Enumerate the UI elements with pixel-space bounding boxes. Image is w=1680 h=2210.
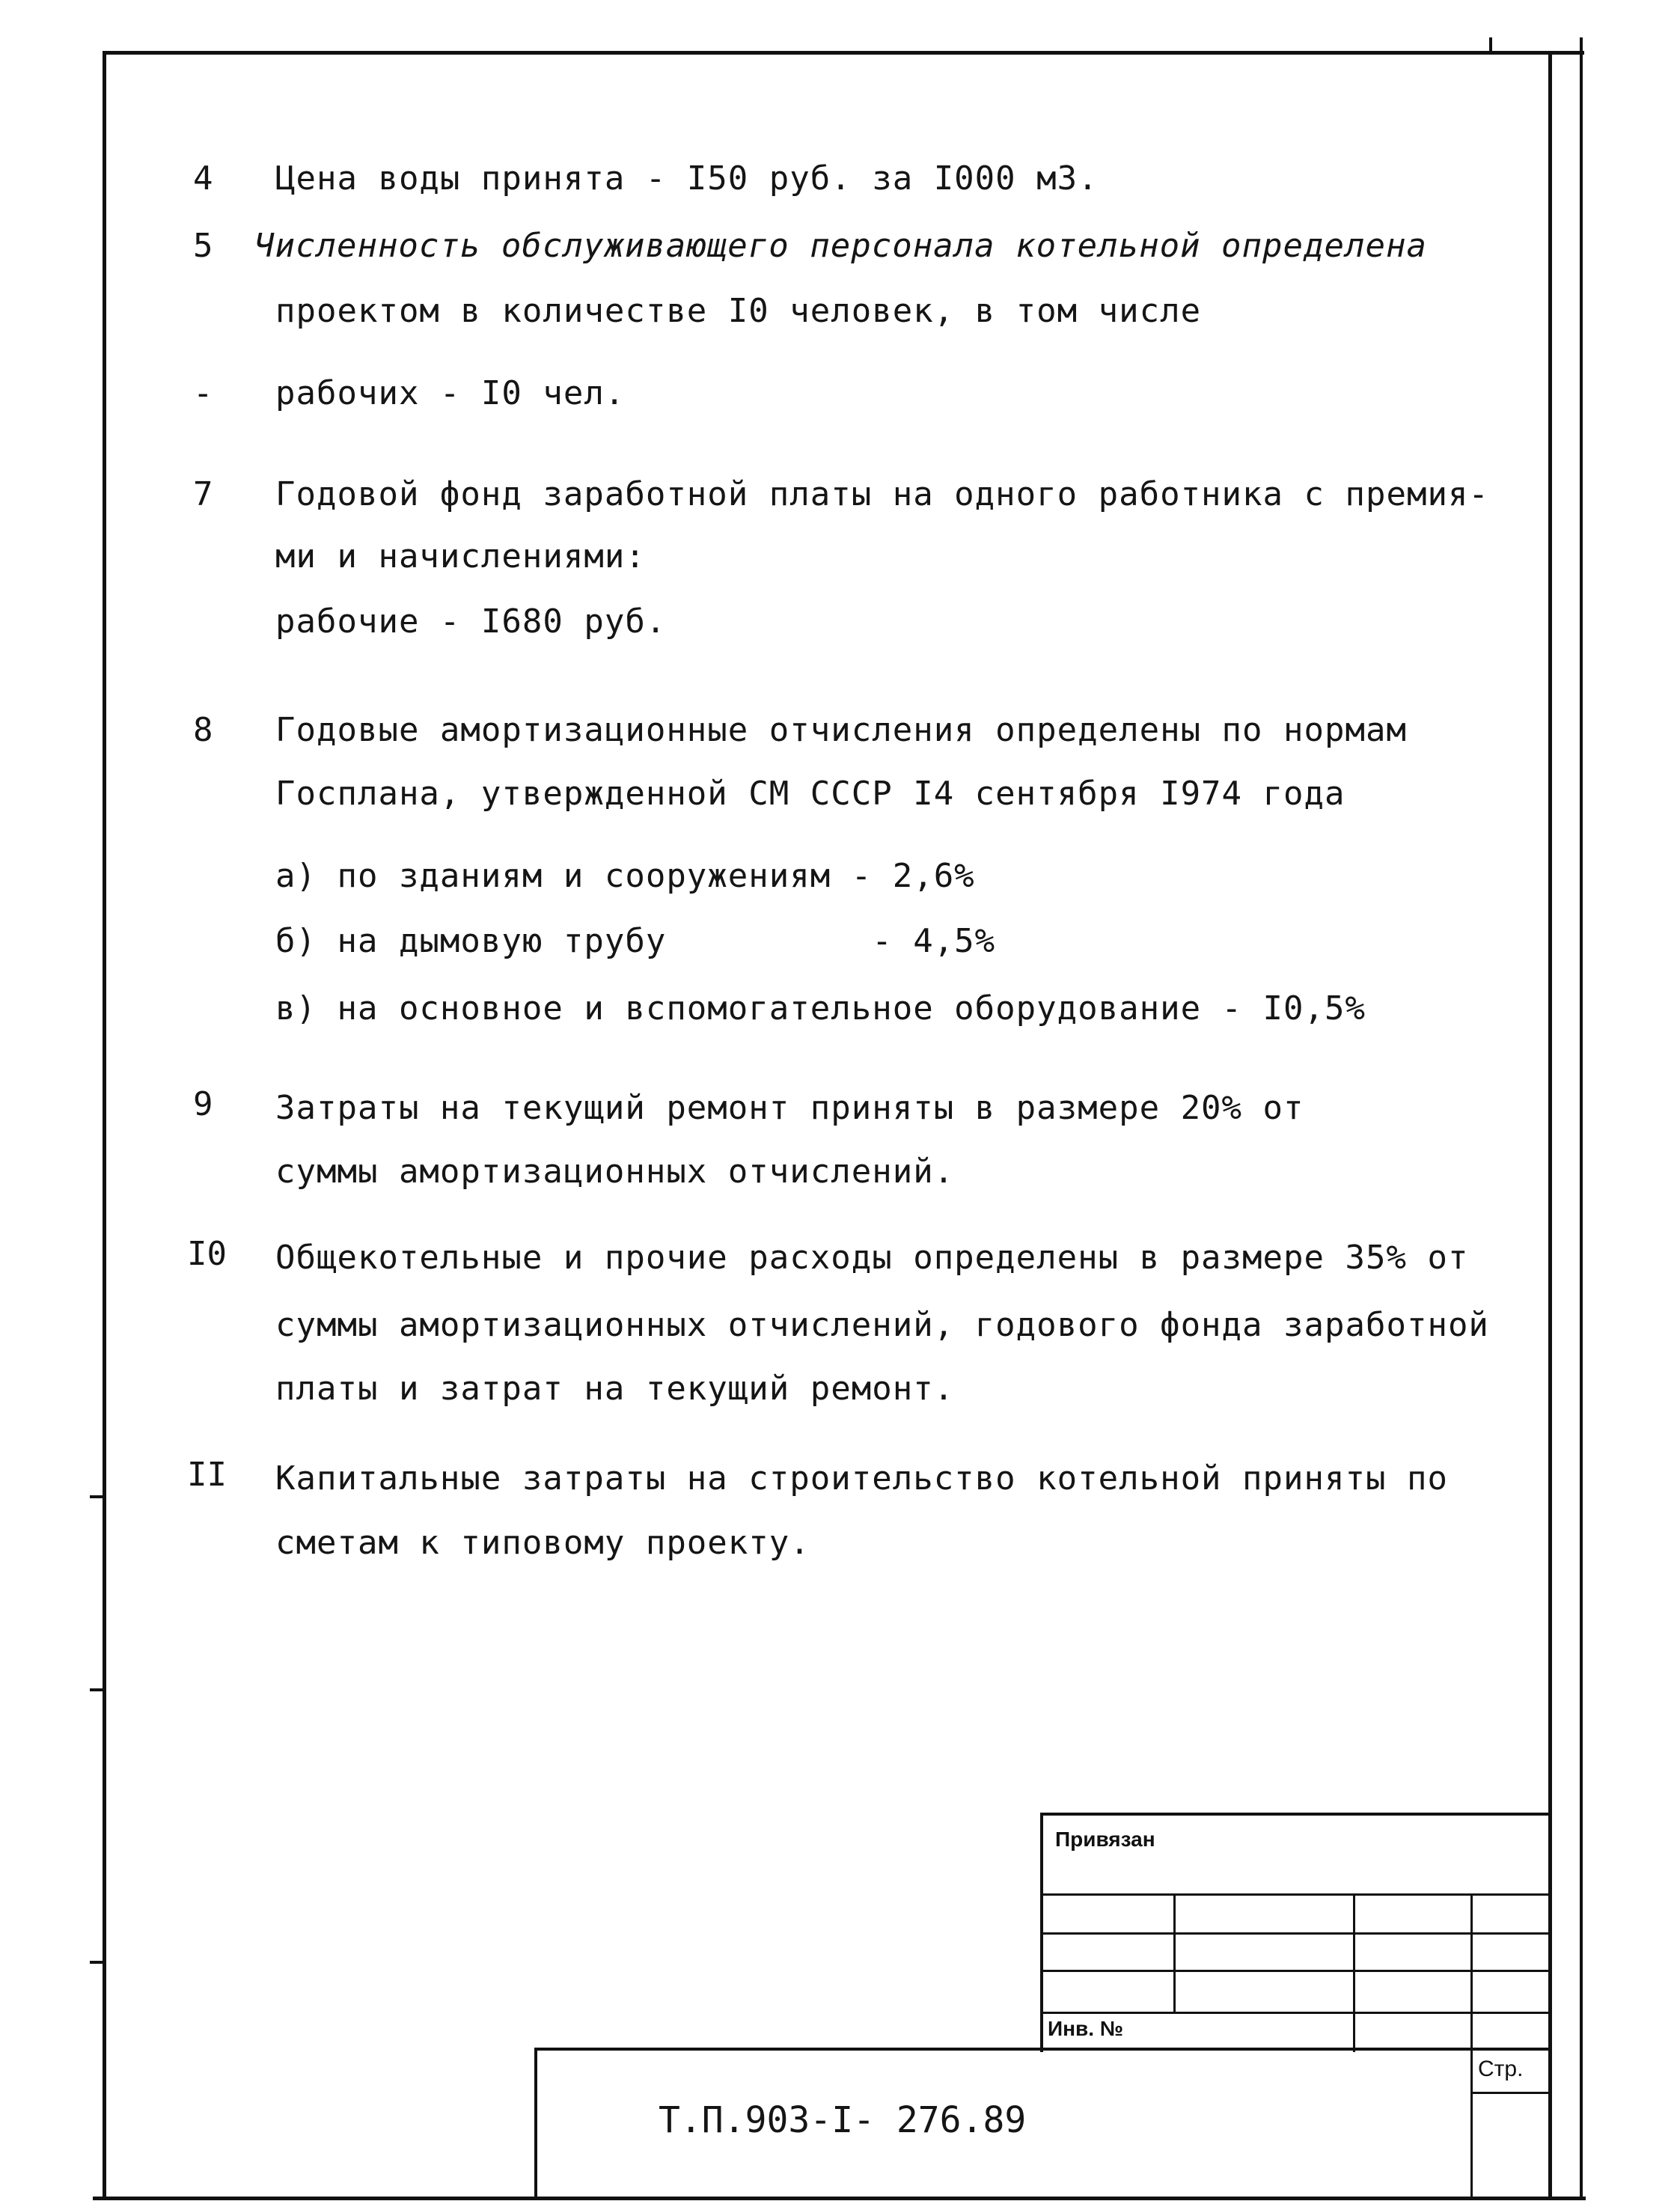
item-text: Капитальные затраты на строительство котельной приняты по bbox=[275, 1459, 1448, 1498]
item-text: суммы амортизационных отчислений. bbox=[275, 1153, 955, 1191]
stamp-border bbox=[1040, 1893, 1551, 1896]
stamp-border bbox=[534, 2048, 537, 2197]
item-number: 5 bbox=[193, 227, 213, 265]
stamp-border bbox=[1173, 1893, 1176, 2013]
stamp-border bbox=[1353, 1893, 1355, 2052]
item-text: суммы амортизационных отчислений, годового фонда заработной bbox=[275, 1306, 1489, 1344]
item-text: Общекотельные и прочие расходы определены в размере 35% от bbox=[275, 1239, 1469, 1277]
item-text: Госплана, утвержденной СМ СССР I4 сентября I974 года bbox=[275, 775, 1345, 813]
item-text: Затраты на текущий ремонт приняты в размере 20% от bbox=[275, 1089, 1304, 1127]
sub-item-text: а) по зданиям и сооружениям - 2,6% bbox=[275, 857, 975, 895]
item-number: - bbox=[193, 374, 213, 412]
item-text: проектом в количестве I0 человек, в том числе bbox=[275, 292, 1202, 330]
margin-tick bbox=[90, 1961, 105, 1964]
item-number: 8 bbox=[193, 711, 213, 749]
stamp-border bbox=[1470, 2092, 1551, 2094]
item-number: 7 bbox=[193, 475, 213, 513]
stamp-border bbox=[1470, 1893, 1473, 2197]
stamp-border bbox=[1040, 1813, 1551, 1816]
margin-tick bbox=[1489, 37, 1492, 52]
item-number: I0 bbox=[187, 1235, 227, 1273]
item-text: Годовой фонд заработной платы на одного работника с премия- bbox=[275, 475, 1489, 513]
margin-tick bbox=[90, 1495, 105, 1498]
page-label: Стр. bbox=[1478, 2057, 1524, 2081]
item-number: II bbox=[187, 1456, 227, 1494]
item-text: Годовые амортизационные отчисления определены по нормам bbox=[275, 711, 1407, 749]
item-number: 9 bbox=[193, 1085, 213, 1123]
item-text: рабочие - I680 руб. bbox=[275, 602, 667, 641]
item-text: Численность обслуживающего персонала котельной определена bbox=[254, 227, 1427, 265]
item-text: платы и затрат на текущий ремонт. bbox=[275, 1370, 955, 1408]
item-text: ми и начислениями: bbox=[275, 537, 646, 576]
item-text: рабочих - I0 чел. bbox=[275, 374, 626, 412]
sub-item-text: б) на дымовую трубу - 4,5% bbox=[275, 922, 996, 960]
document-code: Т.П.903-I- 276.89 bbox=[659, 2099, 1027, 2141]
frame-right bbox=[1548, 51, 1552, 2199]
margin-tick bbox=[90, 1688, 105, 1691]
stamp-border bbox=[1040, 1970, 1551, 1972]
stamp-border bbox=[1040, 2012, 1551, 2014]
sub-item-text: в) на основное и вспомогательное оборудование - I0,5% bbox=[275, 989, 1366, 1028]
attached-label: Привязан bbox=[1055, 1828, 1155, 1851]
stamp-border bbox=[1040, 1932, 1551, 1935]
stamp-border bbox=[534, 2048, 1551, 2051]
inventory-number-label: Инв. № bbox=[1048, 2017, 1124, 2040]
item-text: Цена воды принята - I50 руб. за I000 м3. bbox=[275, 159, 1099, 198]
item-text: сметам к типовому проекту. bbox=[275, 1524, 810, 1562]
frame-bottom bbox=[93, 2197, 1586, 2200]
frame-right-outer bbox=[1580, 37, 1583, 2200]
item-number: 4 bbox=[193, 159, 213, 198]
frame-top bbox=[103, 51, 1584, 55]
frame-left bbox=[103, 51, 106, 2199]
